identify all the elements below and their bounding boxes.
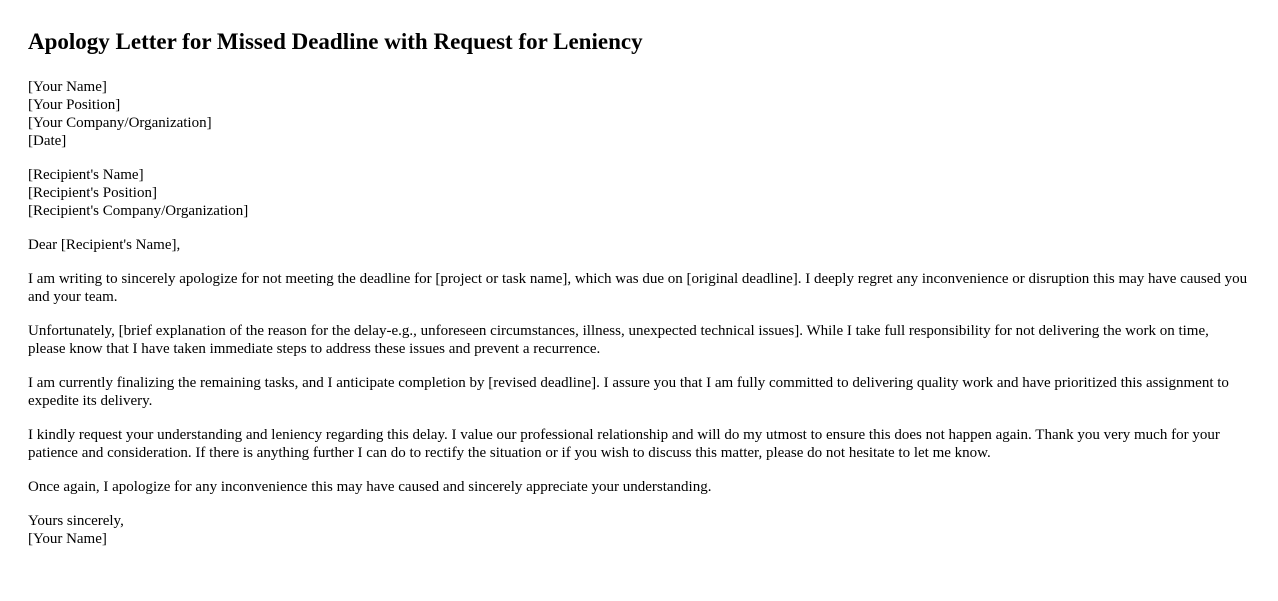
recipient-company: [Recipient's Company/Organization] [28,203,249,219]
closing-block [28,512,1250,548]
sender-position: [Your Position] [28,97,121,113]
body-paragraph: I kindly request your understanding and leniency regarding this delay. I value our professional relationship and will do my utmost to ensure this does not happen again. Thank you very much for your patience and consideration. If there is anything further I can do to rectify the situation or if you wish to discuss this matter, please do not hesitate to let me know. [28,427,1220,461]
body-paragraph: Unfortunately, [brief explanation of the reason for the delay-e.g., unforeseen circumstances, illness, unexpected technical issues]. While I take full responsibility for not delivering the work on time, please know that I have taken immediate steps to address these issues and prevent a recurrence. [28,323,1209,357]
body-paragraph: I am currently finalizing the remaining tasks, and I anticipate completion by [revised deadline]. I assure you that I am fully committed to delivering quality work and have prioritized this assignment to expedite its delivery. [28,375,1229,409]
sender-company: [Your Company/Organization] [28,115,212,131]
salutation: Dear [Recipient's Name], [28,237,181,253]
recipient-position: [Recipient's Position] [28,185,157,201]
page-title: Apology Letter for Missed Deadline with Request for Leniency [28,29,643,54]
signature: [Your Name] [28,531,107,547]
recipient-block [28,166,1250,220]
letter-date: [Date] [28,133,67,149]
body-paragraph: Once again, I apologize for any inconvenience this may have caused and sincerely appreciate your understanding. [28,479,712,495]
body-paragraph: I am writing to sincerely apologize for not meeting the deadline for [project or task name], which was due on [original deadline]. I deeply regret any inconvenience or disruption this may have caused you and your team. [28,271,1248,305]
sender-block [28,78,1250,150]
sender-name: [Your Name] [28,79,107,95]
recipient-name: [Recipient's Name] [28,167,144,183]
valediction: Yours sincerely, [28,513,124,529]
